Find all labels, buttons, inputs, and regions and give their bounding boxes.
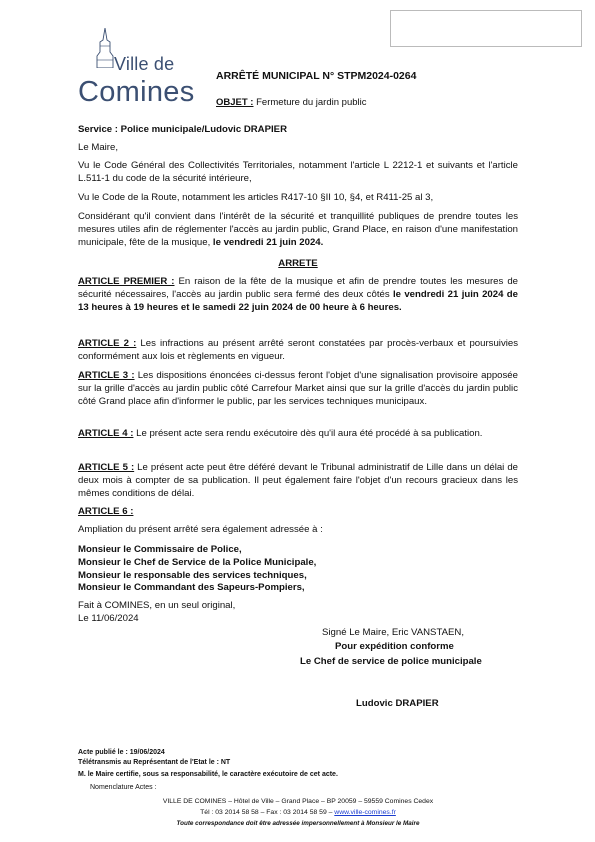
article-6-label: ARTICLE 6 : — [78, 506, 134, 517]
logo-comines-text: Comines — [78, 76, 195, 108]
document-title: ARRÊTÉ MUNICIPAL N° STPM2024-0264 — [216, 70, 417, 82]
teletransmis: Télétransmis au Représentant de l'Etat le : NT — [78, 759, 231, 766]
objet-label: OBJET : — [216, 97, 254, 108]
logo-ville-text: Ville de — [114, 54, 175, 74]
recipient-item: Monsieur le Commissaire de Police, — [78, 544, 242, 555]
article-4-text: Le présent acte sera rendu exécutoire dès qu'il aura été procédé à sa publication. — [133, 428, 483, 439]
article-5 — [78, 462, 518, 500]
recipient-list — [78, 544, 518, 595]
article-2 — [78, 338, 518, 364]
stamp-box — [390, 10, 582, 47]
article-3-label: ARTICLE 3 : — [78, 370, 135, 381]
church-icon — [96, 28, 114, 68]
recipient-item: Monsieur le responsable des services techniques, — [78, 569, 307, 581]
objet-line — [216, 97, 366, 108]
signe-maire: Signé Le Maire, Eric VANSTAEN, — [322, 627, 464, 638]
recipient-item: Monsieur le Chef de Service de la Police Municipale, — [78, 556, 317, 568]
article-1-dates: le vendredi 21 juin 2024 de 13 heures à 19 heures et le samedi 22 juin 2024 de 00 heure à 6 heures. — [78, 288, 518, 313]
footer-tel: Tél : 03 2014 58 58 – Fax : 03 2014 58 59 – — [200, 809, 335, 816]
considerant-date: le vendredi 21 juin 2024. — [212, 236, 324, 248]
article-1-label: ARTICLE PREMIER : — [78, 276, 175, 287]
fait-a: Fait à COMINES, en un seul original, — [78, 600, 236, 611]
le-maire: Le Maire, — [78, 142, 118, 153]
article-5-label: ARTICLE 5 : — [78, 462, 135, 473]
ampliation: Ampliation du présent arrêté sera également adressée à : — [78, 524, 323, 535]
footer-correspondance: Toute correspondance doit être adressée impersonnellement à Monsieur le Maire — [176, 820, 420, 827]
article-3 — [78, 370, 518, 408]
objet-text: Fermeture du jardin public — [253, 97, 367, 108]
signature-date: Le 11/06/2024 — [78, 613, 139, 624]
article-5-text: Le présent acte peut être déféré devant le Tribunal administratif de Lille dans un délai de deux mois à compter de sa publication. Il peut également faire l'objet d'un recours gracieux dans les mêmes conditions de délai. — [78, 462, 518, 499]
pour-expedition: Pour expédition conforme — [335, 641, 454, 652]
considerant-text: Considérant qu'il convient dans l'intérêt de la sécurité et tranquillité publiques de prendre toutes les mesures utiles afin de réglementer l'accès au jardin public, Grand Place, en raison d'une manifestation municipale, fête de la musique, — [78, 211, 518, 248]
article-4 — [78, 428, 518, 441]
certification: M. le Maire certifie, sous sa responsabilité, le caractère exécutoire de cet acte. — [78, 771, 338, 778]
recipient-item: Monsieur le Commandant des Sapeurs-Pompiers, — [78, 582, 305, 594]
service-line: Service : Police municipale/Ludovic DRAPIER — [78, 124, 287, 135]
vu-code-route: Vu le Code de la Route, notamment les articles R417-10 §II 10, §4, et R411-25 al 3, — [78, 192, 434, 203]
footer-contact — [78, 808, 518, 818]
website-link[interactable]: www.ville-comines.fr — [334, 809, 396, 816]
nomenclature: Nomenclature Actes : — [90, 784, 157, 791]
arrete-heading: ARRETE — [278, 258, 318, 269]
signatory-name: Ludovic DRAPIER — [356, 698, 439, 709]
considerant — [78, 211, 518, 249]
footer-address: VILLE DE COMINES – Hôtel de Ville – Grand Place – BP 20059 – 59559 Comines Cedex — [162, 798, 434, 805]
acte-publie: Acte publié le : 19/06/2024 — [78, 749, 165, 756]
article-6 — [78, 506, 518, 519]
article-2-text: Les infractions au présent arrêté seront constatées par procès-verbaux et poursuivies conformément aux lois et règlements en vigueur. — [78, 338, 519, 362]
article-3-text: Les dispositions énoncées ci-dessus feront l'objet d'une signalisation provisoire apposée sur la grille d'accès au jardin public côté Carrefour Market ainsi que sur la grille d'accès du jardin public côté Grand place afin d'informer le public, par les services techniques municipaux. — [78, 370, 518, 407]
vu-cgct: Vu le Code Général des Collectivités Territoriales, notamment l'article L 2212-1 et suivants et l'article L.511-1 du code de la sécurité intérieure, — [78, 160, 518, 184]
city-logo — [78, 28, 196, 114]
article-1-text: En raison de la fête de la musique et afin de prendre toutes les mesures de sécurité nécessaires, l'accès au jardin public sera fermé des deux côtés — [78, 276, 518, 300]
article-2-label: ARTICLE 2 : — [78, 338, 137, 349]
article-1 — [78, 276, 518, 314]
article-4-label: ARTICLE 4 : — [78, 428, 134, 439]
chef-service: Le Chef de service de police municipale — [300, 656, 482, 667]
